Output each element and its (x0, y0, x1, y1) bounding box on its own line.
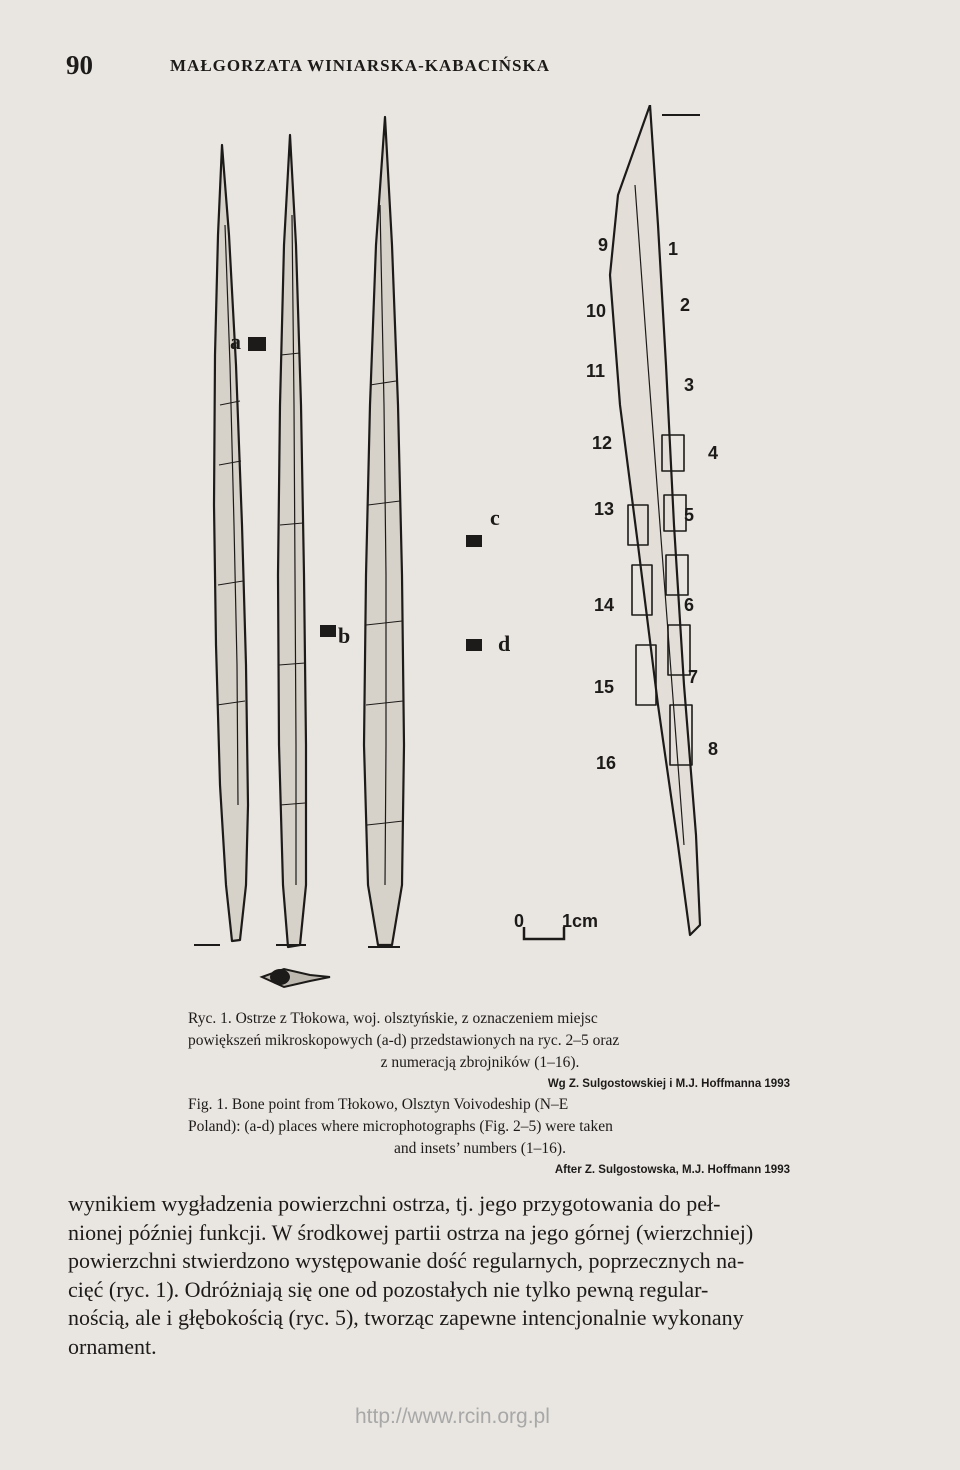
label-c: c (490, 505, 500, 530)
caption-en-line-3: and insets’ numbers (1–16). (394, 1140, 566, 1157)
bone-point-view-2 (278, 135, 306, 947)
bone-point-view-1 (214, 145, 248, 941)
inset-number-5: 5 (684, 505, 695, 525)
marker-a (248, 337, 266, 351)
inset-number-9: 9 (598, 235, 609, 255)
body-line-5: nością, ale i głębokością (ryc. 5), tworząc zapewne intencjonalnie wykonany (68, 1305, 744, 1330)
inset-number-7: 7 (688, 667, 699, 687)
marker-d (466, 639, 482, 651)
caption-en-line-2: Poland): (a-d) places where microphotographs (Fig. 2–5) were taken (188, 1118, 613, 1135)
page-number: 90 (66, 50, 93, 80)
body-line-6: ornament. (68, 1333, 157, 1359)
caption-pl-line-1: Ryc. 1. Ostrze z Tłokowa, woj. olsztyńskie, z oznaczeniem miejsc (188, 1010, 598, 1027)
figure-captions (150, 1008, 810, 1180)
caption-en-line-1: Fig. 1. Bone point from Tłokowo, Olsztyn Voivodeship (N–E (188, 1096, 569, 1113)
marker-b (320, 625, 336, 637)
inset-number-4: 4 (708, 443, 719, 463)
caption-en-source: After Z. Sulgostowska, M.J. Hoffmann 1993 (554, 1164, 790, 1176)
inset-number-11: 11 (586, 361, 606, 381)
label-d: d (498, 631, 511, 656)
marker-c (466, 535, 482, 547)
running-head-author: MAŁGORZATA WINIARSKA-KABACIŃSKA (170, 56, 551, 75)
bone-point-view-3 (364, 117, 404, 945)
scale-bar (514, 911, 598, 939)
page-header (66, 50, 906, 80)
inset-number-13: 13 (594, 499, 615, 519)
scale-label-1cm: 1cm (562, 911, 599, 931)
inset-number-12: 12 (592, 433, 613, 453)
figure-bone-point (180, 105, 900, 995)
inset-number-16: 16 (596, 753, 617, 773)
label-b: b (338, 623, 351, 648)
body-line-1: wynikiem wygładzenia powierzchni ostrza, tj. jego przygotowania do peł- (68, 1191, 721, 1216)
caption-pl-line-3: z numeracją zbrojników (1–16). (380, 1054, 580, 1071)
cross-section (262, 969, 330, 987)
body-line-2: nionej później funkcji. W środkowej partii ostrza na jego górnej (wierzchniej) (68, 1219, 754, 1245)
inset-number-8: 8 (708, 739, 719, 759)
caption-pl-line-2: powiększeń mikroskopowych (a-d) przedstawionych na ryc. 2–5 oraz (188, 1032, 620, 1049)
inset-number-2: 2 (680, 295, 691, 315)
body-paragraph (68, 1190, 898, 1361)
body-line-3: powierzchni stwierdzono występowanie dość regularnych, poprzecznych na- (68, 1248, 745, 1273)
inset-number-1: 1 (668, 239, 679, 259)
inset-number-3: 3 (684, 375, 695, 395)
label-a: a (230, 329, 241, 354)
inset-number-10: 10 (586, 301, 607, 321)
footer-url: http://www.rcin.org.pl (355, 1405, 550, 1428)
scale-label-0: 0 (514, 911, 525, 931)
inset-number-15: 15 (594, 677, 615, 697)
inset-number-6: 6 (684, 595, 695, 615)
body-line-4: cięć (ryc. 1). Odróżniają się one od pozostałych nie tylko pewną regular- (68, 1276, 709, 1302)
caption-pl-source: Wg Z. Sulgostowskiej i M.J. Hoffmanna 1993 (547, 1078, 790, 1090)
inset-number-14: 14 (594, 595, 615, 615)
bone-point-drawings (180, 105, 900, 995)
